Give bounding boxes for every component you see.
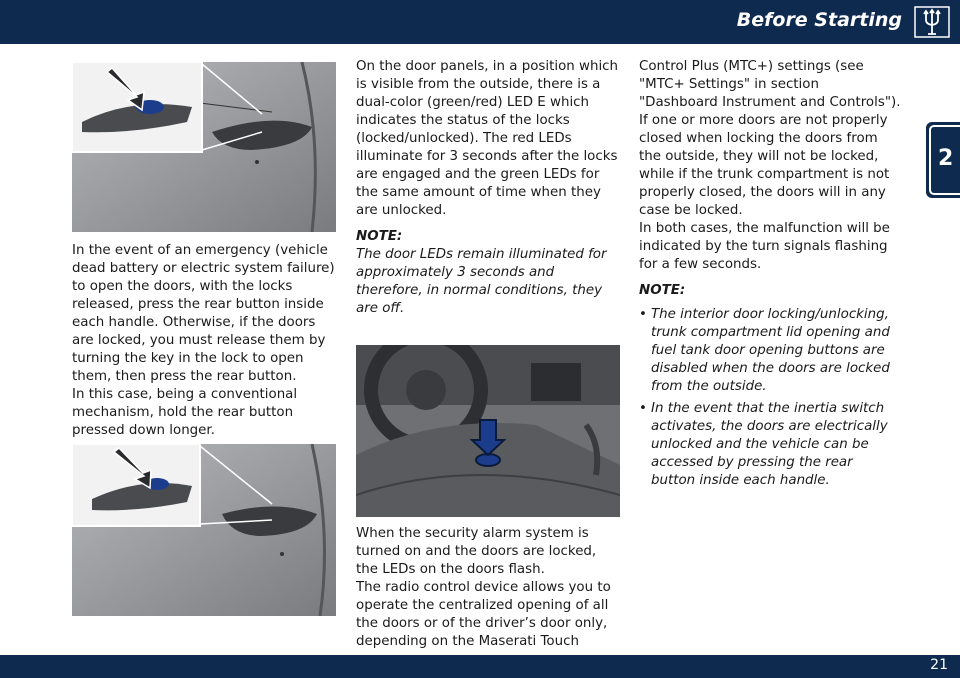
paragraph: The radio control device allows you to operate the centralized opening of all the doors or of the driver’s door only, depending on the Maserati Touch <box>356 580 611 649</box>
interior-console-figure <box>356 345 620 517</box>
note-text: The door LEDs remain illuminated for approximately 3 seconds and therefore, in normal conditions, they are off. <box>356 247 607 316</box>
column-2-text-top <box>356 58 620 318</box>
center-console-button-icon <box>356 345 620 517</box>
footer-bar <box>0 655 960 678</box>
column-1-text <box>72 242 340 440</box>
door-handle-figure-top <box>72 62 336 232</box>
paragraph: If one or more doors are not properly closed when locking the doors from the outside, they will not be locked, while if the trunk compartment is not properly closed, the doors will in any case be locked. <box>639 113 890 218</box>
note-bullet-list <box>639 306 901 490</box>
note-label: NOTE: <box>639 283 686 298</box>
paragraph: When the security alarm system is turned on and the doors are locked, the LEDs on the doors flash. <box>356 526 597 577</box>
door-handle-figure-bottom <box>72 444 336 616</box>
door-handle-with-arrow-icon <box>72 444 336 616</box>
paragraph: In both cases, the malfunction will be indicated by the turn signals flashing for a few seconds. <box>639 221 890 272</box>
chapter-tab[interactable] <box>926 122 960 198</box>
door-handle-with-arrow-icon <box>72 62 336 232</box>
page-number: 21 <box>930 657 948 673</box>
chapter-number: 2 <box>938 146 954 171</box>
note-bullet: • The interior door locking/unlocking, trunk compartment lid opening and fuel tank door opening buttons are disabled when the doors are locked from the outside. <box>639 306 901 396</box>
paragraph: In the event of an emergency (vehicle dead battery or electric system failure) to open the doors, with the locks released, press the rear button inside each handle. Otherwise, if the doors are locked, you must release them by turning the key in the lock to open them, then press the rear button. <box>72 243 335 384</box>
header-bar <box>0 0 960 44</box>
column-2-text-bottom <box>356 525 620 651</box>
note-bullet: • In the event that the inertia switch activates, the doors are electrically unlocked and the vehicle can be accessed by pressing the rear button inside each handle. <box>639 400 901 490</box>
section-title: Before Starting <box>736 9 902 31</box>
paragraph: In this case, being a conventional mechanism, hold the rear button pressed down longer. <box>72 387 298 438</box>
paragraph: Control Plus (MTC+) settings (see "MTC+ Settings" in section "Dashboard Instrument and Controls"). <box>639 59 901 110</box>
column-3-text <box>639 58 901 494</box>
paragraph: On the door panels, in a position which is visible from the outside, there is a dual-color (green/red) LED E which indicates the status of the locks (locked/unlocked). The red LEDs illuminate for 3 seconds after the locks are engaged and the green LEDs for the same amount of time when they are unlocked. <box>356 59 619 218</box>
maserati-trident-icon <box>912 4 952 40</box>
note-label: NOTE: <box>356 229 403 244</box>
